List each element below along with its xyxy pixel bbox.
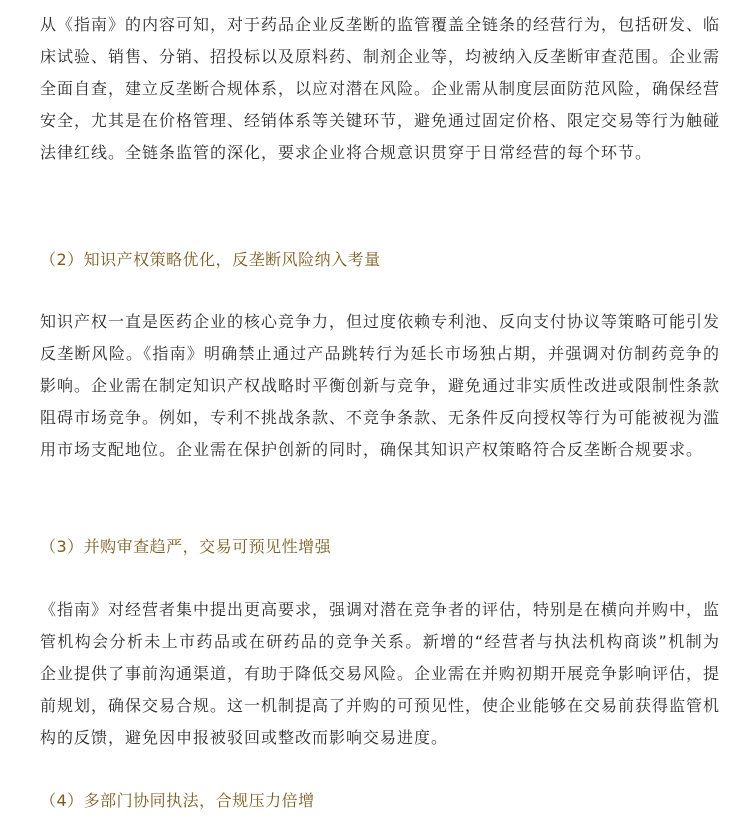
section-heading-merger-review: （3）并购审查趋严，交易可预见性增强	[40, 537, 332, 556]
paragraph-merger-review: 《指南》对经营者集中提出更高要求，强调对潜在竞争者的评估，特别是在横向并购中，监管机构会分析未上市药品或在研药品的竞争关系。新增的“经营者与执法机构商谈”机制为企业提供了事前沟通渠道，有助于降低交易风险。企业需在并购初期开展竞争影响评估，提前规划，确保交易合规。这一机制提高了并购的可预见性，使企业能够在交易前获得监管机构的反馈，避免因申报被驳回或整改而影响交易进度。	[40, 600, 721, 747]
paragraph-full-chain-supervision: 从《指南》的内容可知，对于药品企业反垄断的监管覆盖全链条的经营行为，包括研发、临床试验、销售、分销、招投标以及原料药、制剂企业等，均被纳入反垄断审查范围。企业需全面自查，建立反垄断合规体系，以应对潜在风险。企业需从制度层面防范风险，确保经营安全，尤其是在价格管理、经销体系等关键环节，避免通过固定价格、限定交易等行为触碰法律红线。全链条监管的深化，要求企业将合规意识贯穿于日常经营的每个环节。	[40, 15, 721, 162]
section-heading-ip-strategy: （2）知识产权策略优化，反垄断风险纳入考量	[40, 250, 381, 269]
section-heading-joint-enforcement: （4）多部门协同执法，合规压力倍增	[40, 791, 315, 810]
article-body	[40, 0, 721, 810]
paragraph-ip-strategy: 知识产权一直是医药企业的核心竞争力，但过度依赖专利池、反向支付协议等策略可能引发反垄断风险。《指南》明确禁止通过产品跳转行为延长市场独占期，并强调对仿制药竞争的影响。企业需在制定知识产权战略时平衡创新与竞争，避免通过非实质性改进或限制性条款阻碍市场竞争。例如，专利不挑战条款、不竞争条款、无条件反向授权等行为可能被视为滥用市场支配地位。企业需在保护创新的同时，确保其知识产权策略符合反垄断合规要求。	[40, 312, 721, 459]
